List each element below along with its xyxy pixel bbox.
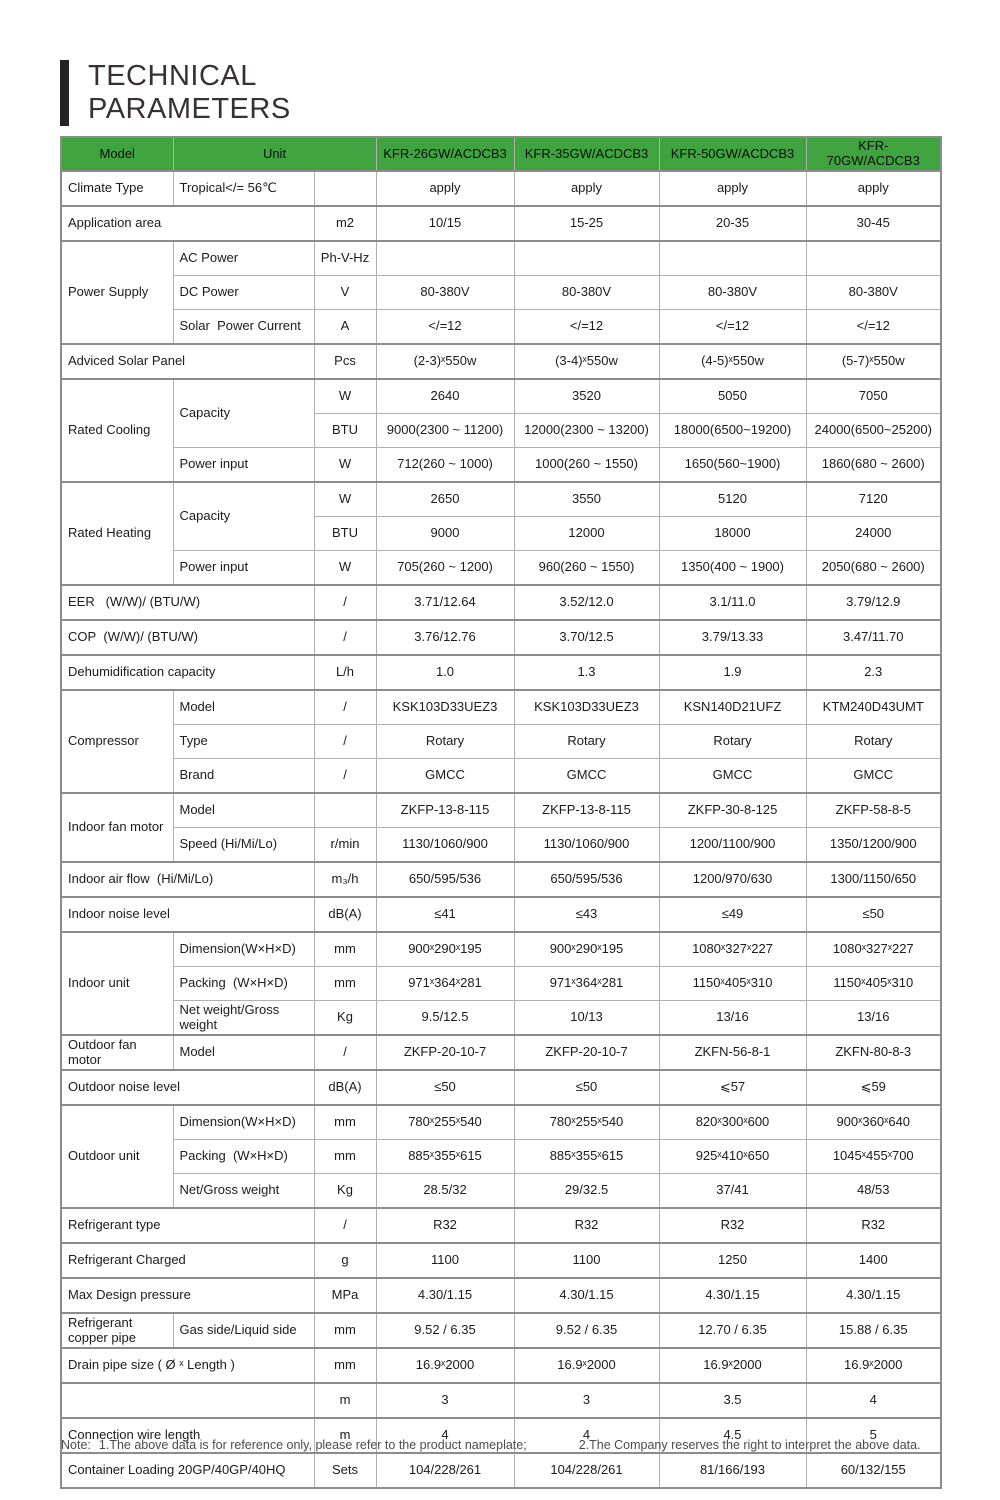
value-cell: 81/166/193 bbox=[659, 1453, 806, 1488]
value-cell: 16.9ˣ2000 bbox=[514, 1348, 659, 1383]
value-cell: 1350(400 ~ 1900) bbox=[659, 551, 806, 586]
value-cell: 16.9ˣ2000 bbox=[659, 1348, 806, 1383]
value-cell: </=12 bbox=[806, 310, 941, 345]
unit-cell: mm bbox=[314, 1348, 376, 1383]
row-label: Capacity bbox=[173, 482, 314, 551]
value-cell: 971ˣ364ˣ281 bbox=[514, 967, 659, 1001]
value-cell: 12.70 / 6.35 bbox=[659, 1313, 806, 1348]
column-header: Unit bbox=[173, 137, 376, 171]
value-cell: 2640 bbox=[376, 379, 514, 414]
row-compressor-brand bbox=[61, 759, 941, 794]
value-cell: </=12 bbox=[659, 310, 806, 345]
column-header: Model bbox=[61, 137, 173, 171]
value-cell: 30-45 bbox=[806, 206, 941, 241]
row-label: Rated Cooling bbox=[61, 379, 173, 482]
value-cell: 1400 bbox=[806, 1243, 941, 1278]
value-cell: 4.30/1.15 bbox=[376, 1278, 514, 1313]
row-label bbox=[61, 1383, 314, 1418]
value-cell: R32 bbox=[806, 1208, 941, 1243]
column-header: KFR-35GW/ACDCB3 bbox=[514, 137, 659, 171]
value-cell: 2050(680 ~ 2600) bbox=[806, 551, 941, 586]
row-label: Application area bbox=[61, 206, 314, 241]
row-cop bbox=[61, 620, 941, 655]
row-container-loading bbox=[61, 1453, 941, 1488]
value-cell: 900ˣ290ˣ195 bbox=[514, 932, 659, 967]
value-cell: ZKFP-20-10-7 bbox=[376, 1035, 514, 1070]
value-cell: 10/15 bbox=[376, 206, 514, 241]
unit-cell: L/h bbox=[314, 655, 376, 690]
row-indoor-unit-dimension bbox=[61, 932, 941, 967]
value-cell: 925ˣ410ˣ650 bbox=[659, 1140, 806, 1174]
value-cell: 18000(6500~19200) bbox=[659, 414, 806, 448]
value-cell: 705(260 ~ 1200) bbox=[376, 551, 514, 586]
unit-cell: Ph-V-Hz bbox=[314, 241, 376, 276]
page-title-line2: PARAMETERS bbox=[88, 93, 291, 125]
value-cell: 971ˣ364ˣ281 bbox=[376, 967, 514, 1001]
value-cell: 1100 bbox=[376, 1243, 514, 1278]
value-cell: 15-25 bbox=[514, 206, 659, 241]
value-cell: 885ˣ355ˣ615 bbox=[514, 1140, 659, 1174]
row-label: COP (W/W)/ (BTU/W) bbox=[61, 620, 314, 655]
row-rated-cooling-power-input bbox=[61, 448, 941, 483]
unit-cell bbox=[314, 171, 376, 206]
value-cell: 4.30/1.15 bbox=[806, 1278, 941, 1313]
value-cell: 9.5/12.5 bbox=[376, 1001, 514, 1036]
value-cell: 24000 bbox=[806, 517, 941, 551]
row-application-area bbox=[61, 206, 941, 241]
value-cell: 4.30/1.15 bbox=[659, 1278, 806, 1313]
unit-cell: / bbox=[314, 725, 376, 759]
value-cell: ⩽57 bbox=[659, 1070, 806, 1105]
column-header: KFR-26GW/ACDCB3 bbox=[376, 137, 514, 171]
value-cell: 80-380V bbox=[806, 276, 941, 310]
row-power-supply-solar-current bbox=[61, 310, 941, 345]
value-cell: 3.1/11.0 bbox=[659, 585, 806, 620]
value-cell: 3.79/12.9 bbox=[806, 585, 941, 620]
row-label: Dehumidification capacity bbox=[61, 655, 314, 690]
value-cell: (3-4)ˣ550w bbox=[514, 344, 659, 379]
value-cell: GMCC bbox=[659, 759, 806, 794]
row-indoor-unit-weight bbox=[61, 1001, 941, 1036]
unit-cell: W bbox=[314, 482, 376, 517]
column-header: KFR-70GW/ACDCB3 bbox=[806, 137, 941, 171]
row-label: Connection wire length bbox=[61, 1418, 314, 1453]
unit-cell: Kg bbox=[314, 1174, 376, 1209]
value-cell: ZKFN-80-8-3 bbox=[806, 1035, 941, 1070]
spec-table-body bbox=[61, 137, 941, 1488]
value-cell: Rotary bbox=[376, 725, 514, 759]
row-label: Max Design pressure bbox=[61, 1278, 314, 1313]
spec-table bbox=[60, 136, 942, 1489]
row-rated-heating-power-input bbox=[61, 551, 941, 586]
unit-cell: m bbox=[314, 1418, 376, 1453]
row-label: DC Power bbox=[173, 276, 314, 310]
value-cell: 3.5 bbox=[659, 1383, 806, 1418]
value-cell: 2.3 bbox=[806, 655, 941, 690]
unit-cell: Sets bbox=[314, 1453, 376, 1488]
unit-cell: / bbox=[314, 759, 376, 794]
value-cell bbox=[806, 241, 941, 276]
value-cell: ≤50 bbox=[376, 1070, 514, 1105]
unit-cell: A bbox=[314, 310, 376, 345]
value-cell: ZKFP-13-8-115 bbox=[376, 793, 514, 828]
row-dehumidification-capacity bbox=[61, 655, 941, 690]
value-cell: 10/13 bbox=[514, 1001, 659, 1036]
value-cell: 1080ˣ327ˣ227 bbox=[659, 932, 806, 967]
row-label: Tropical</= 56℃ bbox=[173, 171, 314, 206]
value-cell: 820ˣ300ˣ600 bbox=[659, 1105, 806, 1140]
page-title bbox=[88, 60, 291, 126]
unit-cell: / bbox=[314, 690, 376, 725]
unit-cell: W bbox=[314, 379, 376, 414]
value-cell: 1150ˣ405ˣ310 bbox=[659, 967, 806, 1001]
row-drain-pipe-size bbox=[61, 1348, 941, 1383]
row-label: Adviced Solar Panel bbox=[61, 344, 314, 379]
value-cell: 3 bbox=[514, 1383, 659, 1418]
row-label: Speed (Hi/Mi/Lo) bbox=[173, 828, 314, 863]
value-cell: 2650 bbox=[376, 482, 514, 517]
value-cell: 1130/1060/900 bbox=[376, 828, 514, 863]
value-cell: KSK103D33UEZ3 bbox=[376, 690, 514, 725]
value-cell: 1860(680 ~ 2600) bbox=[806, 448, 941, 483]
row-label: Refrigerant type bbox=[61, 1208, 314, 1243]
value-cell: 780ˣ255ˣ540 bbox=[376, 1105, 514, 1140]
value-cell: 80-380V bbox=[514, 276, 659, 310]
row-max-design-pressure bbox=[61, 1278, 941, 1313]
row-compressor-model bbox=[61, 690, 941, 725]
value-cell: 3.76/12.76 bbox=[376, 620, 514, 655]
unit-cell: BTU bbox=[314, 517, 376, 551]
row-label: Gas side/Liquid side bbox=[173, 1313, 314, 1348]
row-label: Compressor bbox=[61, 690, 173, 793]
value-cell: 29/32.5 bbox=[514, 1174, 659, 1209]
row-refrigerant-type bbox=[61, 1208, 941, 1243]
value-cell: 1650(560~1900) bbox=[659, 448, 806, 483]
value-cell: 1250 bbox=[659, 1243, 806, 1278]
unit-cell: V bbox=[314, 276, 376, 310]
value-cell: 18000 bbox=[659, 517, 806, 551]
value-cell: 60/132/155 bbox=[806, 1453, 941, 1488]
value-cell: ≤43 bbox=[514, 897, 659, 932]
value-cell: KSN140D21UFZ bbox=[659, 690, 806, 725]
value-cell: 15.88 / 6.35 bbox=[806, 1313, 941, 1348]
row-power-supply-dc bbox=[61, 276, 941, 310]
value-cell: ZKFP-30-8-125 bbox=[659, 793, 806, 828]
value-cell: 4 bbox=[806, 1383, 941, 1418]
unit-cell: mm bbox=[314, 1105, 376, 1140]
value-cell: 4 bbox=[514, 1418, 659, 1453]
value-cell: 16.9ˣ2000 bbox=[376, 1348, 514, 1383]
value-cell: 4 bbox=[376, 1418, 514, 1453]
unit-cell: g bbox=[314, 1243, 376, 1278]
unit-cell: r/min bbox=[314, 828, 376, 863]
unit-cell: BTU bbox=[314, 414, 376, 448]
row-label: Outdoor noise level bbox=[61, 1070, 314, 1105]
value-cell: ≤49 bbox=[659, 897, 806, 932]
value-cell: 1350/1200/900 bbox=[806, 828, 941, 863]
value-cell: 1150ˣ405ˣ310 bbox=[806, 967, 941, 1001]
value-cell: 80-380V bbox=[376, 276, 514, 310]
value-cell: 24000(6500~25200) bbox=[806, 414, 941, 448]
row-outdoor-noise-level bbox=[61, 1070, 941, 1105]
value-cell: 1200/1100/900 bbox=[659, 828, 806, 863]
value-cell: 1130/1060/900 bbox=[514, 828, 659, 863]
value-cell: 650/595/536 bbox=[376, 862, 514, 897]
value-cell: 7120 bbox=[806, 482, 941, 517]
title-accent-bar bbox=[60, 60, 69, 126]
unit-cell: MPa bbox=[314, 1278, 376, 1313]
row-label: Type bbox=[173, 725, 314, 759]
row-label: Climate Type bbox=[61, 171, 173, 206]
value-cell: R32 bbox=[514, 1208, 659, 1243]
value-cell: Rotary bbox=[514, 725, 659, 759]
value-cell: 16.9ˣ2000 bbox=[806, 1348, 941, 1383]
row-label: Capacity bbox=[173, 379, 314, 448]
unit-cell bbox=[314, 793, 376, 828]
value-cell: 900ˣ290ˣ195 bbox=[376, 932, 514, 967]
row-label: AC Power bbox=[173, 241, 314, 276]
value-cell: 13/16 bbox=[659, 1001, 806, 1036]
value-cell: (4-5)ˣ550w bbox=[659, 344, 806, 379]
row-label: Dimension(W×H×D) bbox=[173, 1105, 314, 1140]
value-cell: 3.70/12.5 bbox=[514, 620, 659, 655]
value-cell: 1300/1150/650 bbox=[806, 862, 941, 897]
row-label: Solar Power Current bbox=[173, 310, 314, 345]
value-cell: 3.52/12.0 bbox=[514, 585, 659, 620]
row-label: Container Loading 20GP/40GP/40HQ bbox=[61, 1453, 314, 1488]
value-cell: Rotary bbox=[806, 725, 941, 759]
value-cell: 5120 bbox=[659, 482, 806, 517]
row-indoor-unit-packing bbox=[61, 967, 941, 1001]
row-label: Power input bbox=[173, 448, 314, 483]
value-cell: GMCC bbox=[376, 759, 514, 794]
unit-cell: mm bbox=[314, 967, 376, 1001]
row-label: Refrigerant copper pipe bbox=[61, 1313, 173, 1348]
value-cell: 20-35 bbox=[659, 206, 806, 241]
value-cell: ≤41 bbox=[376, 897, 514, 932]
row-label: Net weight/Gross weight bbox=[173, 1001, 314, 1036]
value-cell bbox=[514, 241, 659, 276]
value-cell: 9000 bbox=[376, 517, 514, 551]
row-power-supply-ac bbox=[61, 241, 941, 276]
row-label: Drain pipe size ( Ø ˣ Length ) bbox=[61, 1348, 314, 1383]
unit-cell: dB(A) bbox=[314, 1070, 376, 1105]
value-cell: (5-7)ˣ550w bbox=[806, 344, 941, 379]
row-label: Indoor fan motor bbox=[61, 793, 173, 862]
row-label: Outdoor fan motor bbox=[61, 1035, 173, 1070]
value-cell: 1.3 bbox=[514, 655, 659, 690]
unit-cell: mm bbox=[314, 932, 376, 967]
value-cell: 104/228/261 bbox=[514, 1453, 659, 1488]
value-cell: 3.47/11.70 bbox=[806, 620, 941, 655]
value-cell: ZKFN-56-8-1 bbox=[659, 1035, 806, 1070]
row-label: Packing (W×H×D) bbox=[173, 1140, 314, 1174]
unit-cell: W bbox=[314, 551, 376, 586]
unit-cell: W bbox=[314, 448, 376, 483]
row-compressor-type bbox=[61, 725, 941, 759]
unit-cell: mm bbox=[314, 1140, 376, 1174]
row-label: Packing (W×H×D) bbox=[173, 967, 314, 1001]
value-cell: </=12 bbox=[514, 310, 659, 345]
row-refrigerant-charged bbox=[61, 1243, 941, 1278]
unit-cell: / bbox=[314, 585, 376, 620]
value-cell: apply bbox=[659, 171, 806, 206]
row-climate-type bbox=[61, 171, 941, 206]
row-outdoor-unit-weight bbox=[61, 1174, 941, 1209]
value-cell: 885ˣ355ˣ615 bbox=[376, 1140, 514, 1174]
value-cell: ⩽59 bbox=[806, 1070, 941, 1105]
value-cell: 9.52 / 6.35 bbox=[376, 1313, 514, 1348]
row-label: Indoor noise level bbox=[61, 897, 314, 932]
value-cell bbox=[376, 241, 514, 276]
value-cell: 1000(260 ~ 1550) bbox=[514, 448, 659, 483]
row-rated-heating-capacity-w bbox=[61, 482, 941, 517]
value-cell: KTM240D43UMT bbox=[806, 690, 941, 725]
value-cell: 5050 bbox=[659, 379, 806, 414]
table-header bbox=[61, 137, 941, 171]
row-indoor-fan-motor-speed bbox=[61, 828, 941, 863]
value-cell: </=12 bbox=[376, 310, 514, 345]
row-eer bbox=[61, 585, 941, 620]
row-label: Brand bbox=[173, 759, 314, 794]
column-header: KFR-50GW/ACDCB3 bbox=[659, 137, 806, 171]
value-cell: KSK103D33UEZ3 bbox=[514, 690, 659, 725]
value-cell: 1.0 bbox=[376, 655, 514, 690]
row-label: Rated Heating bbox=[61, 482, 173, 585]
row-outdoor-unit-packing bbox=[61, 1140, 941, 1174]
page-title-line1: TECHNICAL bbox=[88, 60, 257, 92]
value-cell: 1100 bbox=[514, 1243, 659, 1278]
value-cell: Rotary bbox=[659, 725, 806, 759]
value-cell: 13/16 bbox=[806, 1001, 941, 1036]
unit-cell: dB(A) bbox=[314, 897, 376, 932]
unit-cell: m₃/h bbox=[314, 862, 376, 897]
value-cell: 650/595/536 bbox=[514, 862, 659, 897]
value-cell: 1200/970/630 bbox=[659, 862, 806, 897]
row-label: Power input bbox=[173, 551, 314, 586]
row-label: Indoor unit bbox=[61, 932, 173, 1035]
value-cell: 4.30/1.15 bbox=[514, 1278, 659, 1313]
unit-cell: Kg bbox=[314, 1001, 376, 1036]
value-cell: 3550 bbox=[514, 482, 659, 517]
row-indoor-noise-level bbox=[61, 897, 941, 932]
value-cell: 960(260 ~ 1550) bbox=[514, 551, 659, 586]
value-cell: 1045ˣ455ˣ700 bbox=[806, 1140, 941, 1174]
row-label: Refrigerant Charged bbox=[61, 1243, 314, 1278]
row-label: EER (W/W)/ (BTU/W) bbox=[61, 585, 314, 620]
value-cell: 3.71/12.64 bbox=[376, 585, 514, 620]
value-cell: 9000(2300 ~ 11200) bbox=[376, 414, 514, 448]
value-cell: ≤50 bbox=[806, 897, 941, 932]
row-label: Power Supply bbox=[61, 241, 173, 344]
footnote-item-2: 2.The Company reserves the right to interpret the above data. bbox=[578, 1438, 921, 1452]
unit-cell: / bbox=[314, 620, 376, 655]
row-indoor-fan-motor-model bbox=[61, 793, 941, 828]
value-cell: ZKFP-13-8-115 bbox=[514, 793, 659, 828]
row-label: Dimension(W×H×D) bbox=[173, 932, 314, 967]
value-cell: 12000(2300 ~ 13200) bbox=[514, 414, 659, 448]
unit-cell: m2 bbox=[314, 206, 376, 241]
value-cell: ≤50 bbox=[514, 1070, 659, 1105]
row-rated-cooling-capacity-w bbox=[61, 379, 941, 414]
value-cell: 3520 bbox=[514, 379, 659, 414]
unit-cell: mm bbox=[314, 1313, 376, 1348]
value-cell: ZKFP-20-10-7 bbox=[514, 1035, 659, 1070]
value-cell: 900ˣ360ˣ640 bbox=[806, 1105, 941, 1140]
row-label: Model bbox=[173, 690, 314, 725]
row-label: Outdoor unit bbox=[61, 1105, 173, 1208]
value-cell: 9.52 / 6.35 bbox=[514, 1313, 659, 1348]
row-label: Model bbox=[173, 793, 314, 828]
unit-cell: / bbox=[314, 1035, 376, 1070]
value-cell: 3.79/13.33 bbox=[659, 620, 806, 655]
page-header bbox=[60, 60, 291, 126]
value-cell: ZKFP-58-8-5 bbox=[806, 793, 941, 828]
value-cell: 712(260 ~ 1000) bbox=[376, 448, 514, 483]
value-cell: 12000 bbox=[514, 517, 659, 551]
footnote bbox=[61, 1438, 961, 1452]
row-refrigerant-copper-pipe bbox=[61, 1313, 941, 1348]
value-cell: GMCC bbox=[514, 759, 659, 794]
row-label: Model bbox=[173, 1035, 314, 1070]
value-cell: R32 bbox=[376, 1208, 514, 1243]
value-cell: apply bbox=[514, 171, 659, 206]
row-label: Indoor air flow (Hi/Mi/Lo) bbox=[61, 862, 314, 897]
value-cell bbox=[659, 241, 806, 276]
value-cell: 37/41 bbox=[659, 1174, 806, 1209]
footnote-item-1: 1.The above data is for reference only, please refer to the product nameplate; bbox=[98, 1438, 527, 1452]
value-cell: 48/53 bbox=[806, 1174, 941, 1209]
value-cell: 780ˣ255ˣ540 bbox=[514, 1105, 659, 1140]
unit-cell: / bbox=[314, 1208, 376, 1243]
value-cell: (2-3)ˣ550w bbox=[376, 344, 514, 379]
value-cell: 1080ˣ327ˣ227 bbox=[806, 932, 941, 967]
row-label: Net/Gross weight bbox=[173, 1174, 314, 1209]
unit-cell: m bbox=[314, 1383, 376, 1418]
value-cell: 3 bbox=[376, 1383, 514, 1418]
value-cell: 5 bbox=[806, 1418, 941, 1453]
value-cell: 104/228/261 bbox=[376, 1453, 514, 1488]
value-cell: 1.9 bbox=[659, 655, 806, 690]
row-indoor-air-flow bbox=[61, 862, 941, 897]
value-cell: apply bbox=[376, 171, 514, 206]
value-cell: R32 bbox=[659, 1208, 806, 1243]
row-adviced-solar-panel bbox=[61, 344, 941, 379]
value-cell: 4.5 bbox=[659, 1418, 806, 1453]
value-cell: GMCC bbox=[806, 759, 941, 794]
row-pipe-length bbox=[61, 1383, 941, 1418]
value-cell: apply bbox=[806, 171, 941, 206]
value-cell: 80-380V bbox=[659, 276, 806, 310]
row-outdoor-unit-dimension bbox=[61, 1105, 941, 1140]
row-outdoor-fan-motor-model bbox=[61, 1035, 941, 1070]
value-cell: 7050 bbox=[806, 379, 941, 414]
unit-cell: Pcs bbox=[314, 344, 376, 379]
value-cell: 28.5/32 bbox=[376, 1174, 514, 1209]
footnote-label: Note: bbox=[61, 1438, 91, 1452]
